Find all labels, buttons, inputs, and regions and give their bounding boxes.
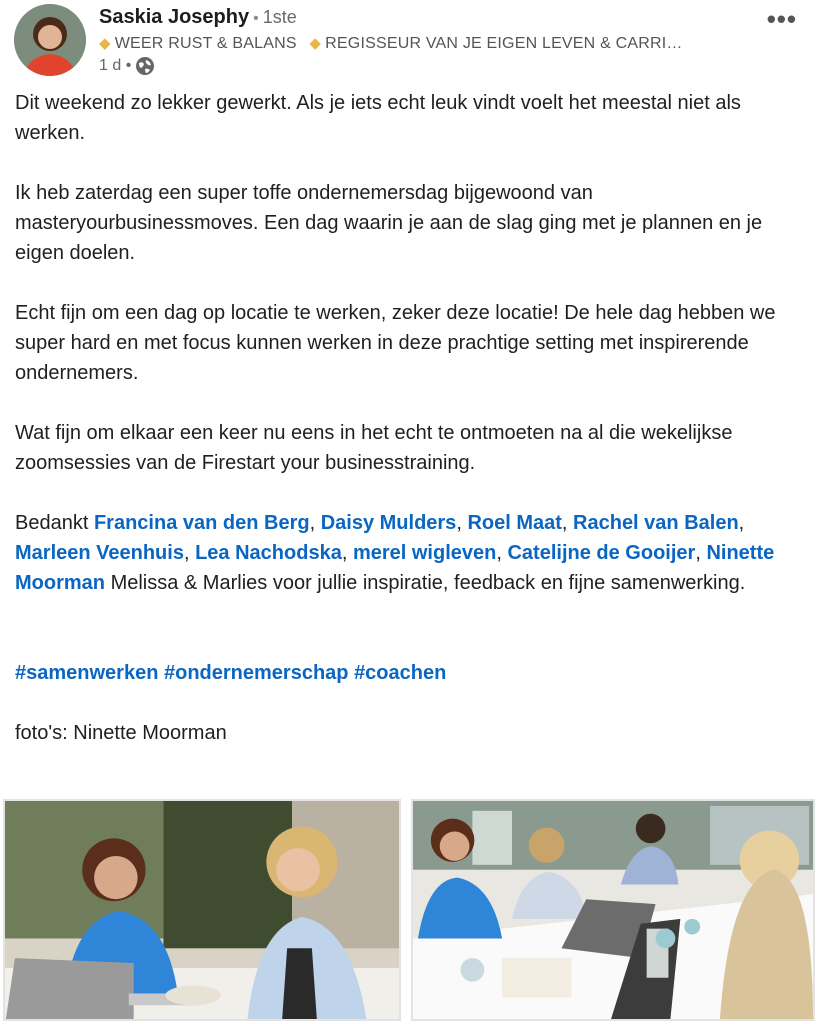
- post-body: [15, 88, 805, 778]
- author-line: [99, 6, 297, 29]
- mention-link[interactable]: Marleen Veenhuis: [15, 542, 184, 564]
- mention-link[interactable]: Rachel van Balen: [573, 512, 739, 534]
- separator-dot: •: [253, 10, 259, 27]
- mention-link[interactable]: merel wigleven: [352, 542, 497, 564]
- more-options-icon[interactable]: •••: [766, 4, 797, 34]
- photo-grid: [0, 799, 817, 1024]
- mention-link[interactable]: Roel Maat: [467, 512, 562, 534]
- mention-link[interactable]: Daisy Mulders: [320, 512, 457, 534]
- headline-part: WEER RUST & BALANS: [114, 35, 297, 52]
- headline-part: REGISSEUR VAN JE EIGEN LEVEN & CARRI…: [325, 35, 683, 52]
- post-time: 1 d •: [99, 57, 132, 74]
- mention-link[interactable]: Catelijne de Gooijer: [507, 542, 696, 564]
- thanks-suffix: Melissa & Marlies voor jullie inspiratie, feedback en fijne samenwerking.: [110, 572, 746, 594]
- avatar[interactable]: [14, 4, 86, 76]
- hashtags: [15, 658, 805, 688]
- author-headline: [99, 34, 739, 53]
- post-paragraph: Echt fijn om een dag op locatie te werken, zeker deze locatie! De hele dag hebben we super hard en met focus kunnen werken in deze prachtige setting met inspirerende ondernemers.: [15, 302, 776, 384]
- hashtag-link[interactable]: #ondernemerschap: [163, 662, 349, 684]
- post-meta: [99, 56, 155, 76]
- photo-credit: foto's: Ninette Moorman: [15, 722, 227, 744]
- post-paragraph: Dit weekend zo lekker gewerkt. Als je iets echt leuk vindt voelt het meestal niet als werken.: [15, 92, 741, 144]
- photo-group-workshop-table[interactable]: [411, 799, 815, 1021]
- thanks-prefix: Bedankt: [15, 512, 89, 534]
- hashtag-link[interactable]: #samenwerken: [15, 662, 159, 684]
- mention-link[interactable]: Francina van den Berg: [93, 512, 310, 534]
- diamond-icon: ◆: [99, 35, 111, 52]
- mention-link[interactable]: Lea Nachodska: [195, 542, 342, 564]
- photo-two-women-laptop[interactable]: [3, 799, 401, 1021]
- connection-degree: 1ste: [262, 7, 297, 27]
- mention-link[interactable]: Ninette Moorman: [15, 542, 775, 594]
- author-name[interactable]: Saskia Josephy: [99, 6, 250, 28]
- diamond-icon: ◆: [309, 35, 322, 52]
- thanks-paragraph: Bedankt Francina van den Berg, Daisy Mulders, Roel Maat, Rachel van Balen, Marleen Veenhuis, Lea Nachodska, merel wigleven, Catelijne de Gooijer, Ninette Moorman Melissa & Marlies voor jullie inspiratie, feedback en fijne samenwerking.: [15, 512, 775, 594]
- post-paragraph: Wat fijn om elkaar een keer nu eens in het echt te ontmoeten na al die wekelijkse zoomsessies van de Firestart your businesstraining.: [15, 422, 733, 474]
- hashtag-link[interactable]: #coachen: [354, 662, 447, 684]
- post-header: [0, 0, 817, 90]
- globe-icon: [135, 56, 155, 76]
- post-paragraph: Ik heb zaterdag een super toffe ondernemersdag bijgewoond van masteryourbusinessmoves. Een dag waarin je aan de slag ging met je plannen en je eigen doelen.: [15, 182, 763, 264]
